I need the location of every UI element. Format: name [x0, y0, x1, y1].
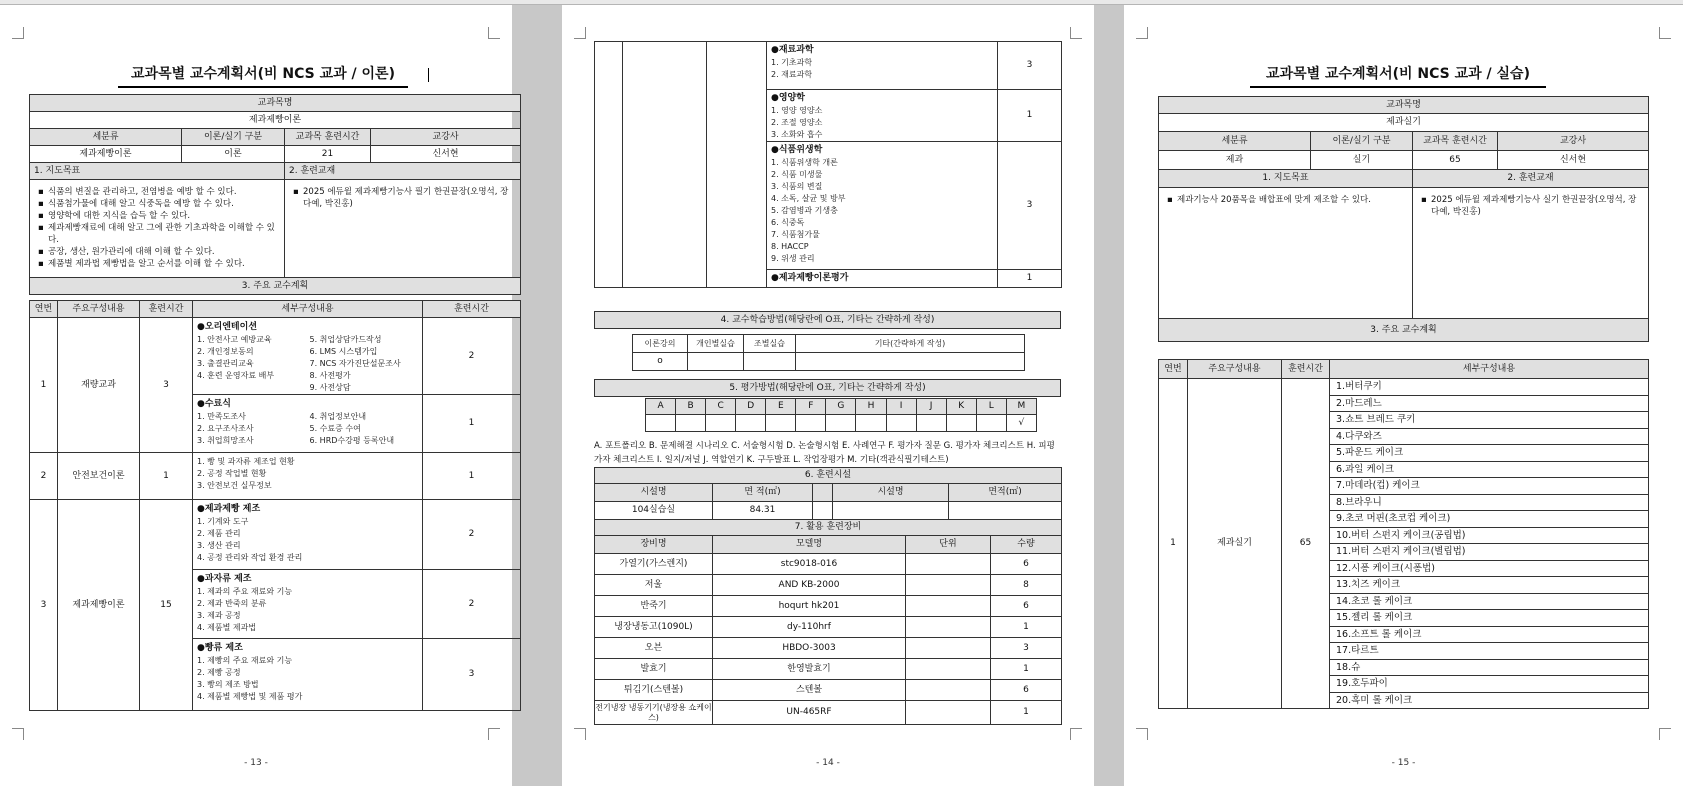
equip-unit [906, 659, 991, 680]
plan-label: 3. 주요 교수계획 [1159, 319, 1649, 342]
header-cell: 세분류 [30, 129, 182, 146]
sub-item: 7. 식품첨가물 [771, 230, 820, 239]
method-value [688, 353, 744, 371]
subject-header: 교과목명 [1159, 97, 1649, 114]
method-header: 기타(간략하게 작성) [796, 335, 1025, 353]
sub-item: 2. 공정 작업별 현황 [197, 469, 267, 478]
eval-letter: C [706, 399, 736, 415]
value-cell: 제과제빵이론 [30, 146, 182, 163]
sub-item: 8. HACCP [771, 242, 809, 251]
plan-header: 주요구성내용 [1188, 360, 1282, 379]
sub-item: 3. 빵의 제조 방법 [197, 680, 259, 689]
eval-mark [646, 415, 676, 432]
sub-title: ●재료과학 [771, 45, 814, 55]
eval-mark [916, 415, 946, 432]
header-cell: 교강사 [1498, 132, 1649, 151]
plan-header: 훈련시간 [140, 301, 193, 318]
subject-name: 제과실기 [1159, 114, 1649, 132]
equip-qty: 1 [991, 617, 1062, 638]
sub-item: 17.타르트 [1330, 643, 1649, 660]
facility-header: 면적(㎡) [949, 484, 1062, 502]
sub-hours: 2 [423, 318, 521, 395]
sub-item: 4.다쿠와즈 [1330, 428, 1649, 445]
sub-item: 2. 개인정보동의 [197, 347, 254, 356]
eval-mark: √ [1006, 415, 1036, 432]
empty-cell [595, 42, 623, 288]
eval-letter: J [916, 399, 946, 415]
header-cell: 이론/실기 구분 [1311, 132, 1413, 151]
sub-item: 1. 기계와 도구 [197, 517, 249, 526]
sub-item: 3. 소화와 흡수 [771, 130, 823, 139]
sub-item: 13.치즈 케이크 [1330, 577, 1649, 594]
sub-item: 1. 제과의 주요 재료와 기능 [197, 587, 293, 596]
equip-qty: 1 [991, 701, 1062, 725]
equip-qty: 6 [991, 680, 1062, 701]
goals-list [34, 180, 284, 270]
equip-unit [906, 680, 991, 701]
textbooks-cell [285, 180, 521, 278]
equip-model: 한영발효기 [713, 659, 906, 680]
eval-letter: G [826, 399, 856, 415]
sub-item: 6. 식중독 [771, 218, 805, 227]
method-header: 개인별실습 [688, 335, 744, 353]
sub-item: 2. 조절 영양소 [771, 118, 823, 127]
equip-model: UN-465RF [713, 701, 906, 725]
sub-item: 5. 감염병과 기생충 [771, 206, 838, 215]
sub-item: 4. 제품별 제과법 [197, 623, 257, 632]
method-label: 4. 교수학습방법(해당란에 O표, 기타는 간략하게 작성) [595, 312, 1061, 329]
list-item: ▪ 제과제빵재료에 대해 알고 그에 관한 기초과학을 이해할 수 있다. [38, 222, 280, 246]
page-number: - 14 - [816, 758, 840, 768]
method-header: 이론강의 [633, 335, 688, 353]
empty-cell [623, 42, 707, 288]
sub-item: 7. NCS 자가진단설문조사 [309, 359, 401, 368]
sub-hours: 3 [423, 639, 521, 711]
sub-hours: 2 [423, 500, 521, 570]
facility-value [833, 502, 949, 520]
sub-item: 1. 식품위생학 개론 [771, 158, 838, 167]
equip-name: 가열기(가스렌지) [595, 554, 713, 575]
plan-table [1158, 359, 1649, 709]
sub-item: 11.버터 스펀지 케이크(별립법) [1330, 544, 1649, 561]
eval-letter: K [946, 399, 976, 415]
method-header: 조별실습 [744, 335, 796, 353]
equip-header: 장비명 [595, 536, 713, 554]
value-cell: 이론 [182, 146, 285, 163]
eval-letter: A [646, 399, 676, 415]
equip-qty: 8 [991, 575, 1062, 596]
eval-letter: D [736, 399, 766, 415]
value-cell: 실기 [1311, 151, 1413, 170]
page-title: 교과목별 교수계획서(비 NCS 교과 / 이론) [118, 63, 408, 88]
method-value [744, 353, 796, 371]
row-hours: 65 [1282, 379, 1330, 709]
row-number: 1 [1159, 379, 1188, 709]
sub-title: ●제과제빵이론평가 [771, 273, 849, 283]
sub-item: 2. 재료과학 [771, 70, 813, 79]
equip-model: stc9018-016 [713, 554, 906, 575]
sub-item: 3. 식품의 변질 [771, 182, 823, 191]
eval-letter: F [796, 399, 826, 415]
eval-mark [796, 415, 826, 432]
equip-header: 단위 [906, 536, 991, 554]
sub-item: 7.마데라(컵) 케이크 [1330, 478, 1649, 495]
value-cell: 65 [1413, 151, 1498, 170]
sub-item: 18.슈 [1330, 659, 1649, 676]
goals-cell [30, 180, 285, 278]
equip-model: AND KB-2000 [713, 575, 906, 596]
sub-item: 8.브라우니 [1330, 494, 1649, 511]
equipment-table [594, 535, 1062, 725]
goal-label: 1. 지도목표 [30, 163, 285, 180]
header-cell: 교과목 훈련시간 [1413, 132, 1498, 151]
sub-item: 4. 취업정보안내 [309, 412, 367, 421]
subject-name: 제과제빵이론 [30, 112, 521, 129]
sub-content [767, 270, 998, 288]
sub-item: 6. LMS 시스템가입 [309, 347, 378, 356]
equip-name: 오븐 [595, 638, 713, 659]
sub-hours: 1 [423, 453, 521, 500]
equip-unit [906, 701, 991, 725]
eval-letter: B [676, 399, 706, 415]
method-table [632, 334, 1025, 371]
sub-item: 9. 사전상담 [309, 383, 351, 392]
facility-header: 면 적(㎡) [713, 484, 813, 502]
plan-header: 주요구성내용 [58, 301, 140, 318]
sub-hours: 1 [998, 90, 1062, 142]
equip-header: 수량 [991, 536, 1062, 554]
equip-header: 모델명 [713, 536, 906, 554]
textbooks-list [1417, 188, 1648, 218]
sub-item: 10.버터 스펀지 케이크(공립법) [1330, 527, 1649, 544]
sub-item: 3.쇼트 브레드 쿠키 [1330, 412, 1649, 429]
sub-item: 9.초코 머핀(초코컵 케이크) [1330, 511, 1649, 528]
sub-content [193, 318, 423, 395]
equip-unit [906, 638, 991, 659]
equip-unit [906, 617, 991, 638]
facility-value: 84.31 [713, 502, 813, 520]
sub-hours: 1 [423, 395, 521, 453]
sub-item: 2.마드레느 [1330, 395, 1649, 412]
equip-model: 스텐볼 [713, 680, 906, 701]
facility-value [949, 502, 1062, 520]
header-cell: 세분류 [1159, 132, 1311, 151]
eval-table [645, 398, 1037, 432]
list-item: ▪ 제과기능사 20품목을 배합표에 맞게 제조할 수 있다. [1167, 194, 1408, 206]
eval-mark [676, 415, 706, 432]
value-cell: 신서현 [1498, 151, 1649, 170]
eval-letter: M [1006, 399, 1036, 415]
textbooks-list [289, 180, 520, 210]
equip-name: 냉장냉동고(1090L) [595, 617, 713, 638]
facility-spacer [813, 484, 833, 502]
plan-header: 연번 [1159, 360, 1188, 379]
text-cursor [428, 68, 429, 82]
list-item: ▪ 공장, 생산, 원가관리에 대해 이해 할 수 있다. [38, 246, 280, 258]
method-section [594, 311, 1061, 329]
facility-value: 104실습실 [595, 502, 713, 520]
facility-table [594, 467, 1062, 536]
sub-item: 3. 취업희망조사 [197, 436, 254, 445]
sub-item: 4. 제품별 제빵법 및 제품 평가 [197, 692, 303, 701]
subject-table [29, 94, 521, 295]
equip-name: 튀김기(스텐볼) [595, 680, 713, 701]
sub-item: 14.초코 롤 케이크 [1330, 593, 1649, 610]
row-hours: 15 [140, 500, 193, 711]
sub-item: 5.파운드 케이크 [1330, 445, 1649, 462]
sub-item: 4. 훈련 운영자료 배부 [197, 371, 275, 380]
eval-letter: H [856, 399, 886, 415]
eval-mark [766, 415, 796, 432]
page-15 [1124, 5, 1683, 786]
sub-content [193, 639, 423, 711]
textbook-label: 2. 훈련교재 [1413, 170, 1649, 188]
equip-model: hoqurt hk201 [713, 596, 906, 617]
sub-item: 1. 기초과학 [771, 58, 813, 67]
sub-item: 2. 제빵 공정 [197, 668, 241, 677]
eval-section [594, 379, 1061, 397]
sub-item: 16.소프트 롤 케이크 [1330, 626, 1649, 643]
eval-note: A. 포트폴리오 B. 문제해결 시나리오 C. 서술형시험 D. 논술형시험 E. 사례연구 F. 평가자 질문 G. 평가자 체크리스트 H. 피평가자 체크리스트 I. 일지/저널 J. 역할연기 K. 구두발표 L. 작업장평가 M. 기타(객관식필기테스트) [594, 441, 1055, 465]
sub-item: 6.과일 케이크 [1330, 461, 1649, 478]
method-value [796, 353, 1025, 371]
sub-content [193, 570, 423, 639]
sub-title: ●식품위생학 [771, 145, 823, 155]
eval-mark [886, 415, 916, 432]
plan-header: 훈련시간 [423, 301, 521, 318]
equip-qty: 1 [991, 659, 1062, 680]
sub-item: 20.흑미 롤 케이크 [1330, 692, 1649, 709]
facility-header: 시설명 [595, 484, 713, 502]
sub-item: 1.버터쿠키 [1330, 379, 1649, 396]
row-number: 3 [30, 500, 58, 711]
facility-label: 6. 훈련시설 [595, 468, 1062, 484]
textbook-label: 2. 훈련교재 [285, 163, 521, 180]
row-name: 제과실기 [1188, 379, 1282, 709]
sub-content [193, 453, 423, 500]
sub-item: 1. 빵 및 과자류 제조업 현황 [197, 457, 295, 466]
plan-continuation-table [594, 41, 1062, 288]
sub-item: 3. 출결관리교육 [197, 359, 254, 368]
row-number: 1 [30, 318, 58, 453]
value-cell: 21 [285, 146, 371, 163]
sub-hours: 3 [998, 142, 1062, 270]
subject-table [1158, 96, 1649, 342]
equip-qty: 6 [991, 596, 1062, 617]
header-cell: 이론/실기 구분 [182, 129, 285, 146]
row-hours: 3 [140, 318, 193, 453]
plan-header: 세부구성내용 [193, 301, 423, 318]
sub-item: 3. 제과 공정 [197, 611, 241, 620]
sub-item: 1. 제빵의 주요 재료와 기능 [197, 656, 293, 665]
eval-label: 5. 평가방법(해당란에 O표, 기타는 간략하게 작성) [595, 380, 1061, 397]
sub-hours: 3 [998, 42, 1062, 90]
textbooks-cell [1413, 188, 1649, 319]
header-cell: 교과목 훈련시간 [285, 129, 371, 146]
sub-item: 15.젤리 롤 케이크 [1330, 610, 1649, 627]
sub-item: 9. 위생 관리 [771, 254, 815, 263]
equip-unit [906, 596, 991, 617]
sub-item: 3. 생산 관리 [197, 541, 241, 550]
sub-item: 3. 안전보건 실무정보 [197, 481, 272, 490]
sub-title: ●빵류 제조 [197, 643, 243, 653]
eval-letter: I [886, 399, 916, 415]
row-hours: 1 [140, 453, 193, 500]
equip-name: 저울 [595, 575, 713, 596]
equip-name: 발효기 [595, 659, 713, 680]
sub-hours: 1 [998, 270, 1062, 288]
goal-label: 1. 지도목표 [1159, 170, 1413, 188]
row-name: 재량교과 [58, 318, 140, 453]
plan-header: 훈련시간 [1282, 360, 1330, 379]
sub-content [767, 90, 998, 142]
equip-unit [906, 554, 991, 575]
sub-title: ●오리엔테이션 [197, 322, 258, 332]
equip-name: 반죽기 [595, 596, 713, 617]
facility-header: 시설명 [833, 484, 949, 502]
header-cell: 교강사 [371, 129, 521, 146]
page-number: - 13 - [244, 758, 268, 768]
row-number: 2 [30, 453, 58, 500]
equip-qty: 6 [991, 554, 1062, 575]
sub-content [193, 395, 423, 453]
plan-header: 연번 [30, 301, 58, 318]
list-item: ▪ 영양학에 대한 지식을 습득 할 수 있다. [38, 210, 280, 222]
eval-mark [946, 415, 976, 432]
sub-item: 5. 수료증 수여 [309, 424, 361, 433]
sub-content [767, 142, 998, 270]
plan-header: 세부구성내용 [1330, 360, 1649, 379]
eval-mark [826, 415, 856, 432]
list-item: ▪ 2025 에듀윌 제과제빵기능사 실기 한권끝장(오명석, 장다예, 박진홍) [1421, 194, 1644, 218]
eval-letter: L [976, 399, 1006, 415]
sub-hours: 2 [423, 570, 521, 639]
row-name: 제과제빵이론 [58, 500, 140, 711]
plan-label: 3. 주요 교수계획 [30, 278, 521, 295]
list-item: ▪ 제품별 제과법 제빵법을 알고 순서를 이해 할 수 있다. [38, 258, 280, 270]
sub-title: ●수료식 [197, 399, 231, 409]
method-value: o [633, 353, 688, 371]
sub-item: 6. HRD수강평 등록안내 [309, 436, 395, 445]
list-item: ▪ 식품의 변질을 관리하고, 전염병을 예방 할 수 있다. [38, 186, 280, 198]
page-14 [562, 5, 1094, 786]
sub-item: 4. 공정 관리와 작업 환경 관리 [197, 553, 303, 562]
sub-item: 2. 제품 관리 [197, 529, 241, 538]
value-cell: 신서현 [371, 146, 521, 163]
equip-model: dy-110hrf [713, 617, 906, 638]
empty-cell [707, 42, 767, 288]
equip-label: 7. 활용 훈련장비 [595, 520, 1062, 536]
value-cell: 제과 [1159, 151, 1311, 170]
row-name: 안전보건이론 [58, 453, 140, 500]
page-number: - 15 - [1391, 758, 1416, 768]
eval-mark [736, 415, 766, 432]
sub-title: ●과자류 제조 [197, 574, 252, 584]
eval-mark [706, 415, 736, 432]
equip-unit [906, 575, 991, 596]
page-title: 교과목별 교수계획서(비 NCS 교과 / 실습) [1250, 63, 1546, 88]
equip-name: 전기냉장 냉동기기(냉장용 쇼케이스) [595, 701, 713, 725]
sub-title: ●제과제빵 제조 [197, 504, 261, 514]
sub-title: ●영양학 [771, 93, 805, 103]
goals-list [1163, 188, 1412, 206]
equip-model: HBDO-3003 [713, 638, 906, 659]
goals-cell [1159, 188, 1413, 319]
sub-item: 1. 만족도조사 [197, 412, 246, 421]
facility-spacer [813, 502, 833, 520]
sub-item: 12.시퐁 케이크(시퐁법) [1330, 560, 1649, 577]
equip-qty: 3 [991, 638, 1062, 659]
sub-item: 2. 제과 반죽의 분류 [197, 599, 267, 608]
list-item: ▪ 식품첨가물에 대해 알고 식중독을 예방 할 수 있다. [38, 198, 280, 210]
sub-item: 2. 식품 미생물 [771, 170, 823, 179]
sub-item: 5. 취업상담카드작성 [309, 335, 382, 344]
sub-item: 8. 사전평가 [309, 371, 351, 380]
sub-item: 1. 영양 영양소 [771, 106, 823, 115]
eval-mark [856, 415, 886, 432]
sub-content [767, 42, 998, 90]
sub-item: 19.호두파이 [1330, 676, 1649, 693]
page-13 [0, 5, 512, 786]
sub-item: 4. 소독, 살균 및 방부 [771, 194, 846, 203]
sub-content [193, 500, 423, 570]
list-item: ▪ 2025 에듀윌 제과제빵기능사 필기 한권끝장(오명석, 장다예, 박진홍) [293, 186, 516, 210]
subject-header: 교과목명 [30, 95, 521, 112]
sub-item: 2. 요구조사조사 [197, 424, 254, 433]
eval-mark [976, 415, 1006, 432]
plan-table [29, 300, 521, 711]
sub-item: 1. 안전사고 예방교육 [197, 335, 272, 344]
eval-letter: E [766, 399, 796, 415]
